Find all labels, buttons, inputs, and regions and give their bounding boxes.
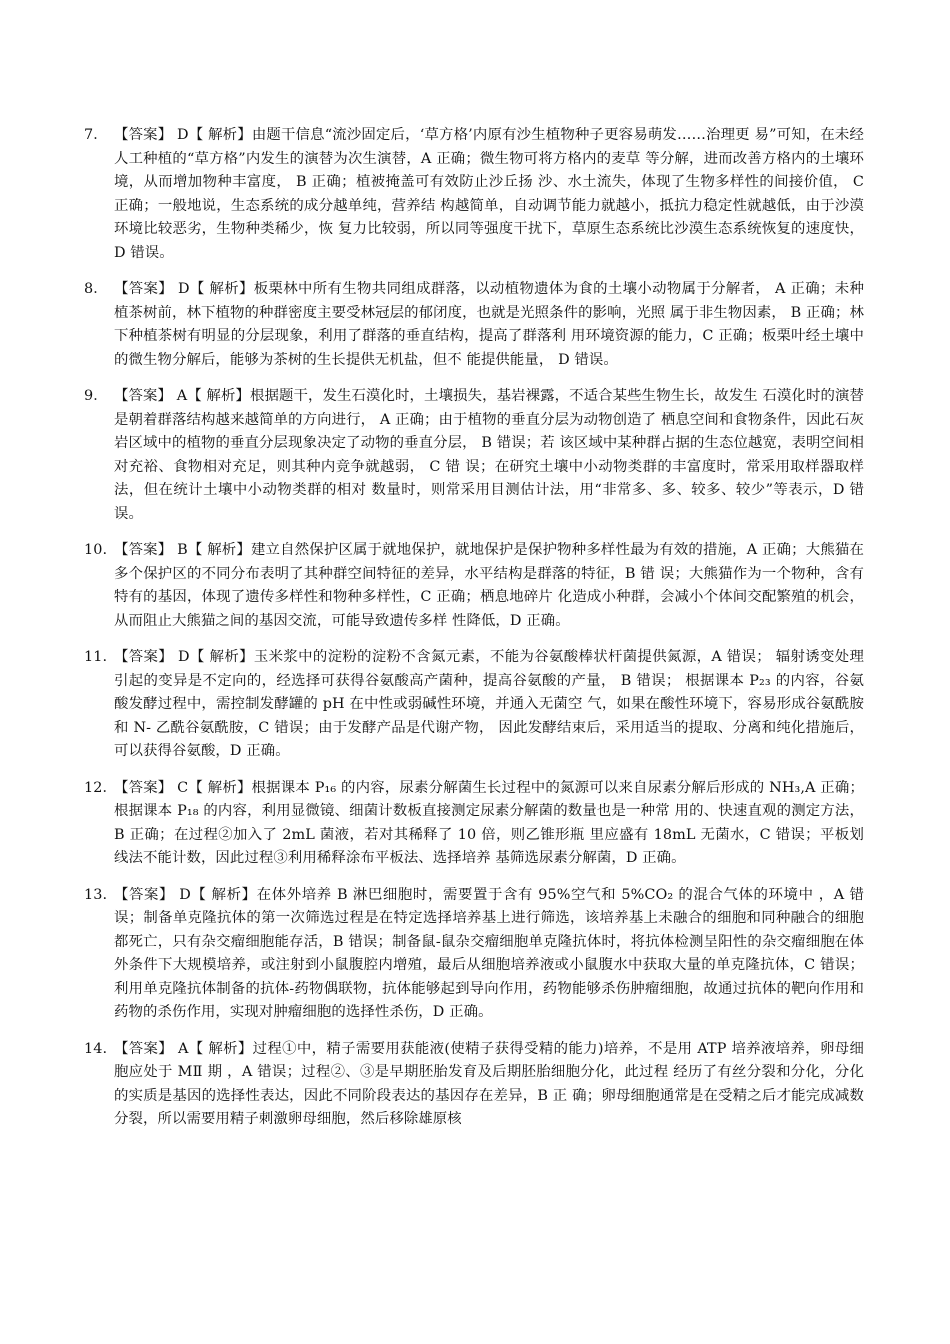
item-number: 11. — [84, 649, 108, 665]
answer-explanations — [84, 124, 864, 1145]
answer-item-10 — [84, 539, 864, 633]
answer-item-8 — [84, 278, 864, 372]
item-number: 12． — [84, 779, 118, 796]
item-text: 【答案】 D【 解析】玉米浆中的淀粉的淀粉不含氮元素，不能为谷氨酸棒状杆菌提供氮源，A 错误； 辐射诱变处理引起的变异是不定向的，经选择可获得谷氨酸高产菌种，提高谷氨酸的产量， B 错误； 根据课本 P₂₃ 的内容，谷氨酸发酵过程中，需控制发酵罐的 pH 在中性或弱碱性环境，并通入无菌空 气，如果在酸性环境下，容易形成谷氨酰胺和 N- 乙酰谷氨酰胺，C 错误；由于发酵产品是代谢产物， 因此发酵结束后，采用适当的提取、分离和纯化措施后，可以获得谷氨酸，D 正确。 — [114, 649, 864, 759]
item-number: 8． — [84, 281, 108, 297]
item-number: 13. — [84, 886, 108, 903]
item-text: 【答案】 D【 解析】由题干信息“流沙固定后，‘草方格’内原有沙生植物种子更容易萌发……治理更 易”可知，在未经人工种植的“草方格”内发生的演替为次生演替，A 正确；微生物可将方格内的麦草 等分解，进而改善方格内的土壤环境，从而增加物种丰富度， B 正确；植被掩盖可有效防止沙丘扬 沙、水土流失，体现了生物多样性的间接价值， C 正确；一般地说，生态系统的成分越单纯，营养结 构越简单，自动调节能力就越小，抵抗力稳定性就越低，由于沙漠环境比较恶劣，生物种类稀少，恢 复力比较弱，所以同等强度干扰下，草原生态系统比沙漠生态系统恢复的速度快， D 错误。 — [114, 127, 864, 261]
item-text: 【答案】 A【 解析】根据题干，发生石漠化时，土壤损失，基岩裸露，不适合某些生物生长，故发生 石漠化时的演替是朝着群落结构越来越简单的方向进行， A 正确；由于植物的垂直分层为动物创造了 栖息空间和食物条件，因此石灰岩区域中的植物的垂直分层现象决定了动物的垂直分层， B 错误；若 该区域中某种群占据的生态位越宽，表明空间相对充裕、食物相对充足，则其种内竞争就越弱， C 错 误；在研究土壤中小动物类群的丰富度时，常采用取样器取样法，但在统计土壤中小动物类群的相对 数量时，则常采用目测估计法，用“非常多、多、较多、较少”等表示，D 错误。 — [114, 388, 864, 522]
answer-item-12 — [84, 777, 864, 871]
item-number: 10. — [84, 542, 108, 558]
answer-item-9 — [84, 385, 864, 526]
item-text: 【答案】 D【 解析】在体外培养 B 淋巴细胞时，需要置于含有 95%空气和 5%CO₂ 的混合气体的环境中 ，A 错误；制备单克隆抗体的第一次筛选过程是在特定选择培养基上进行筛选，该培养基上未融合的细胞和同种融合的细胞都死亡，只有杂交瘤细胞能存活，B 错误；制备鼠-鼠杂交瘤细胞单克隆抗体时，将抗体检测呈阳性的杂交瘤细胞在体外条件下大规模培养，或注射到小鼠腹腔内增殖，最后从细胞培养液或小鼠腹水中获取大量的单克隆抗体，C 错误；利用单克隆抗体制备的抗体-药物偶联物，抗体能够起到导向作用，药物能够杀伤肿瘤细胞，故通过抗体的靶向作用和药物的杀伤作用，实现对肿瘤细胞的选择性杀伤，D 正确。 — [114, 886, 864, 1020]
item-text: 【答案】 B【 解析】建立自然保护区属于就地保护，就地保护是保护物种多样性最为有效的措施，A 正确；大熊猫在多个保护区的不同分布表明了其种群空间特征的差异，水平结构是群落的特征，B 错 误；大熊猫作为一个物种，含有特有的基因，体现了遗传多样性和物种多样性，C 正确；栖息地碎片 化造成小种群，会减小个体间交配繁殖的机会，从而阻止大熊猫之间的基因交流，可能导致遗传多样 性降低，D 正确。 — [114, 542, 864, 629]
answer-item-14 — [84, 1038, 864, 1132]
item-text: 【答案】 C【 解析】根据课本 P₁₆ 的内容，尿素分解菌生长过程中的氮源可以来自尿素分解后形成的 NH₃,A 正确；根据课本 P₁₈ 的内容，利用显微镜、细菌计数板直接测定尿素分解菌的数量也是一种常 用的、快速直观的测定方法， B 正确；在过程②加入了 2mL 菌液，若对其稀释了 10 倍，则乙锥形瓶 里应盛有 18mL 无菌水，C 错误；平板划线法不能计数，因此过程③利用稀释涂布平板法、选择培养 基筛选尿素分解菌，D 正确。 — [114, 779, 864, 866]
item-number: 7． — [84, 127, 108, 143]
answer-item-11 — [84, 646, 864, 764]
answer-item-7 — [84, 124, 864, 265]
item-text: 【答案】 A【 解析】过程①中，精子需要用获能液(使精子获得受精的能力)培养，不是用 ATP 培养液培养，卵母细胞应处于 MⅡ 期 ，A 错误；过程②、③是早期胚胎发育及后期胚胎细胞分化，此过程 经历了有丝分裂和分化，分化的实质是基因的选择性表达，因此不同阶段表达的基因存在差异，B 正 确；卵母细胞通常是在受精之后才能完成减数分裂，所以需要用精子刺激卵母细胞，然后移除雄原核 — [114, 1040, 864, 1127]
item-number: 14. — [84, 1040, 108, 1057]
item-number: 9． — [84, 388, 108, 404]
item-text: 【答案】 D【 解析】板栗林中所有生物共同组成群落，以动植物遗体为食的土壤小动物属于分解者， A 正确；未种植茶树前，林下植物的种群密度主要受林冠层的郁闭度，也就是光照条件的影响，光照 属于非生物因素， B 正确；林下种植茶树有明显的分层现象，利用了群落的垂直结构，提高了群落利 用环境资源的能力，C 正确；板栗叶经土壤中的微生物分解后，能够为茶树的生长提供无机盐，但不 能提供能量， D 错误。 — [114, 281, 864, 368]
answer-item-13 — [84, 884, 864, 1025]
